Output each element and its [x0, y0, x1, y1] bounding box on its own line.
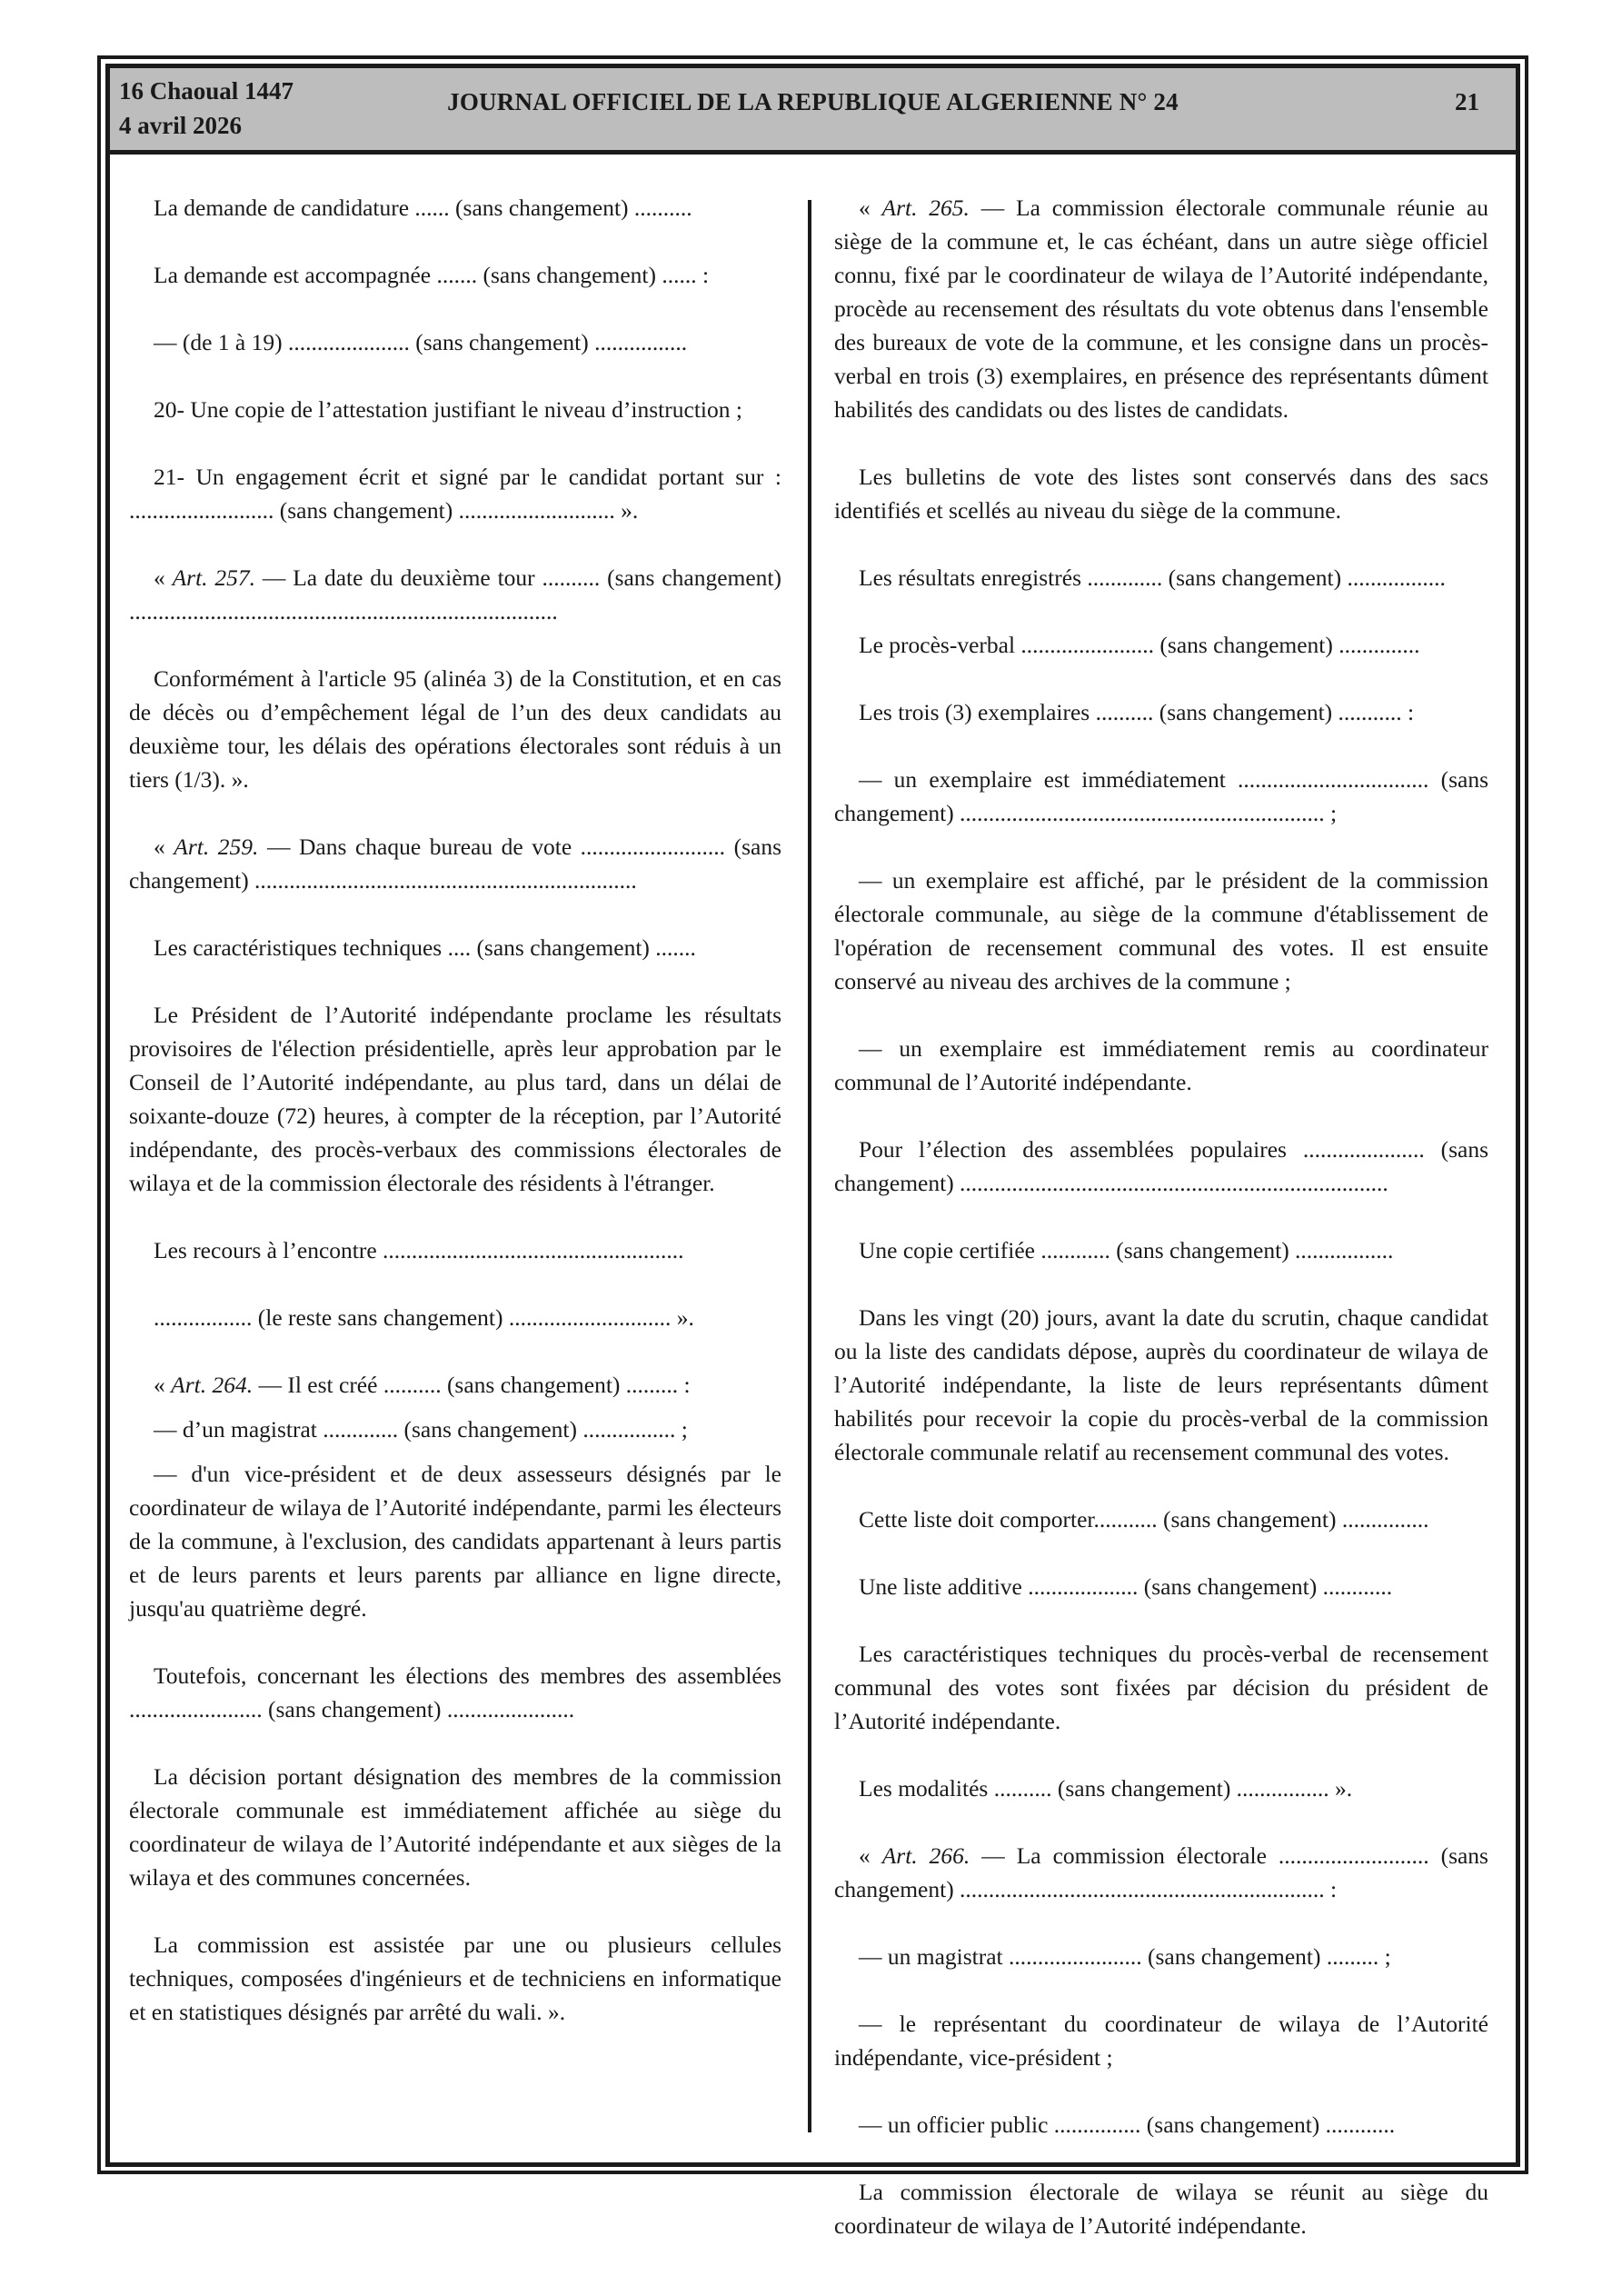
paragraph: — un officier public ............... (sans changement) ............ — [859, 2111, 1396, 2138]
quote-open: « — [154, 834, 174, 860]
article-label: Art. 265. — [881, 195, 970, 221]
paragraph: Les recours à l’encontre .................................................... — [154, 1237, 684, 1263]
paragraph: La demande de candidature ...... (sans changement) .......... — [154, 195, 692, 221]
paragraph: Conformément à l'article 95 (alinéa 3) de la Constitution, et en cas de décès ou d’empêchement légal de l’un des deux candidats au deuxième tour, les délais des opérations électorales sont réduis à un tiers (1/3). ». — [129, 665, 781, 793]
paragraph: — un exemplaire est immédiatement remis au coordinateur communal de l’Autorité indépendante. — [834, 1035, 1488, 1095]
quote-open: « — [154, 564, 173, 591]
quote-open: « — [154, 1372, 172, 1398]
article-259 — [129, 830, 781, 897]
paragraph: — un exemplaire est immédiatement ................................. (sans changement) ............................................................... ; — [834, 766, 1488, 826]
paragraph: Les trois (3) exemplaires .......... (sans changement) ........... : — [859, 699, 1415, 725]
paragraph: — un magistrat ....................... (sans changement) ......... ; — [859, 1943, 1391, 1970]
article-label: Art. 257. — [172, 564, 256, 591]
paragraph: — un exemplaire est affiché, par le président de la commission électorale communale, au siège de la commune d'établissement de l'opération de recensement communal des votes. Il est ensuite conservé au niveau des archives de la commune ; — [834, 867, 1488, 994]
article-text: — La date du deuxième tour .......... (sans changement) .......................................................................... — [129, 564, 782, 624]
paragraph: La demande est accompagnée ....... (sans changement) ...... : — [154, 262, 710, 288]
paragraph: 20- Une copie de l’attestation justifiant le niveau d’instruction ; — [154, 396, 742, 423]
article-266 — [834, 1839, 1488, 1906]
paragraph: ................. (le reste sans changement) ............................ ». — [154, 1304, 694, 1331]
article-text: — La commission électorale communale réunie au siège de la commune et, le cas échéant, dans un autre siège officiel connu, fixé par le coordinateur de wilaya de l’Autorité indépendante, procède au recensement des résultats du vote obtenus dans l'ensemble des bureaux de vote de la commune, et les consigne dans un procès-verbal en trois (3) exemplaires, en présence des représentants dûment habilités des candidats ou des listes de candidats. — [834, 195, 1488, 423]
paragraph: — le représentant du coordinateur de wilaya de l’Autorité indépendante, vice-président ; — [834, 2011, 1488, 2071]
paragraph: Les caractéristiques techniques .... (sans changement) ....... — [154, 934, 696, 961]
paragraph: 21- Un engagement écrit et signé par le candidat portant sur : ......................... (sans changement) ........................... ». — [129, 464, 781, 524]
right-column — [834, 191, 1488, 2242]
paragraph: Dans les vingt (20) jours, avant la date du scrutin, chaque candidat ou la liste des candidats dépose, auprès du coordinateur de wilaya de l’Autorité indépendante, la liste de leurs représentants dûment habilités pour recevoir la copie du procès-verbal de la commission électorale communale relatif au recensement communal des votes. — [834, 1304, 1488, 1465]
article-257 — [129, 561, 781, 628]
paragraph: Toutefois, concernant les élections des membres des assemblées ....................... (sans changement) ...................... — [129, 1662, 781, 1722]
paragraph: Pour l’élection des assemblées populaires ..................... (sans changement) .......................................................................... — [834, 1136, 1488, 1196]
paragraph: — d'un vice-président et de deux assesseurs désignés par le coordinateur de wilaya de l’Autorité indépendante, parmi les électeurs de la commune, à l'exclusion, des candidats appartenant à leurs partis et de leurs parents et leurs parents par alliance en ligne directe, jusqu'au quatrième degré. — [129, 1461, 781, 1622]
paragraph: Une copie certifiée ............ (sans changement) ................. — [859, 1237, 1394, 1263]
article-265 — [834, 191, 1488, 426]
article-text: — La commission électorale .......................... (sans changement) ............................................................... : — [834, 1842, 1488, 1902]
paragraph: Les caractéristiques techniques du procès-verbal de recensement communal des votes sont fixées par décision du président de l’Autorité indépendante. — [834, 1641, 1488, 1734]
page-number: 21 — [1455, 88, 1479, 115]
journal-header — [110, 68, 1516, 155]
paragraph: La décision portant désignation des membres de la commission électorale communale est immédiatement affichée au siège du coordinateur de wilaya de l’Autorité indépendante et aux sièges de la wilaya et des communes concernées. — [129, 1763, 781, 1891]
paragraph: Cette liste doit comporter........... (sans changement) ............... — [859, 1506, 1429, 1532]
left-column — [129, 191, 781, 2029]
article-text: — Dans chaque bureau de vote ......................... (sans changement) .................................................................. — [129, 834, 782, 893]
quote-open: « — [859, 195, 882, 221]
column-divider — [808, 200, 811, 2132]
article-264 — [129, 1368, 781, 1402]
article-label: Art. 259. — [174, 834, 259, 860]
paragraph: La commission électorale de wilaya se réunit au siège du coordinateur de wilaya de l’Autorité indépendante. — [834, 2179, 1488, 2239]
paragraph: Les modalités .......... (sans changement) ................ ». — [859, 1775, 1353, 1802]
paragraph: Une liste additive ................... (sans changement) ............ — [859, 1573, 1393, 1600]
paragraph: Le Président de l’Autorité indépendante proclame les résultats provisoires de l'élection présidentielle, après leur approbation par le Conseil de l’Autorité indépendante, au plus tard, dans un délai de soixante-douze (72) heures, à compter de la réception, par l’Autorité indépendante, des procès-verbaux des commissions électorales de wilaya et de la commission électorale des résidents à l'étranger. — [129, 1002, 781, 1196]
paragraph: La commission est assistée par une ou plusieurs cellules techniques, composées d'ingénieurs et de techniciens en informatique et en statistiques désignés par arrêté du wali. ». — [129, 1932, 781, 2025]
journal-title: JOURNAL OFFICIEL DE LA REPUBLIQUE ALGERIENNE N° 24 — [447, 88, 1179, 115]
paragraph: Le procès-verbal ....................... (sans changement) .............. — [859, 632, 1420, 658]
paragraph: — d’un magistrat ............. (sans changement) ................ ; — [154, 1416, 688, 1442]
quote-open: « — [859, 1842, 882, 1869]
article-label: Art. 264. — [171, 1372, 254, 1398]
article-label: Art. 266. — [881, 1842, 970, 1869]
paragraph: — (de 1 à 19) ..................... (sans changement) ................ — [154, 329, 688, 355]
date-gregorian: 4 avril 2026 — [119, 112, 242, 139]
date-hijri: 16 Chaoual 1447 — [119, 77, 294, 105]
article-text: — Il est créé .......... (sans changement) ......... : — [253, 1372, 691, 1398]
paragraph: Les bulletins de vote des listes sont conservés dans des sacs identifiés et scellés au niveau du siège de la commune. — [834, 464, 1488, 524]
paragraph: Les résultats enregistrés ............. (sans changement) ................. — [859, 564, 1446, 591]
